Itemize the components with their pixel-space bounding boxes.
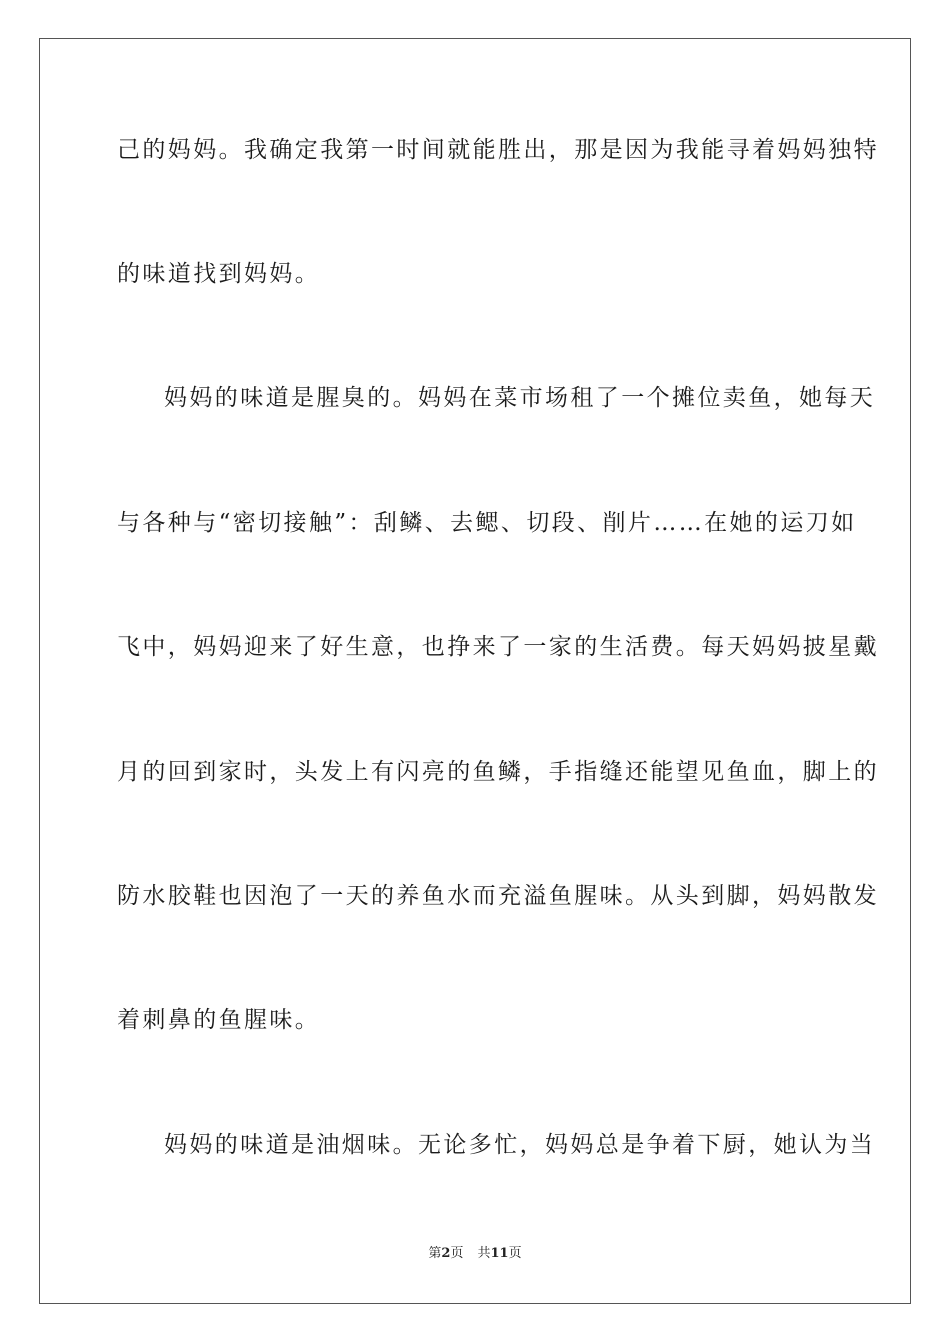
text-line-8: 着刺鼻的鱼腥味。 <box>117 1007 321 1033</box>
footer-page-prefix: 第 <box>428 1246 442 1261</box>
text-line-2: 的味道找到妈妈。 <box>117 261 321 287</box>
text-line-4: 与各种与“密切接触”：刮鳞、去鳃、切段、削片……在她的运刀如 <box>117 510 857 536</box>
text-line-5: 飞中，妈妈迎来了好生意，也挣来了一家的生活费。每天妈妈披星戴 <box>117 634 879 660</box>
text-line-9: 妈妈的味道是油烟味。无论多忙，妈妈总是争着下厨，她认为当 <box>164 1132 876 1158</box>
footer-page-suffix: 页 <box>450 1246 464 1261</box>
footer-total-suffix: 页 <box>508 1246 522 1261</box>
footer-total-number: 11 <box>490 1246 509 1261</box>
text-line-1: 己的妈妈。我确定我第一时间就能胜出，那是因为我能寻着妈妈独特 <box>117 137 879 163</box>
page-footer <box>0 1245 950 1263</box>
page-border <box>39 38 911 1304</box>
footer-page-number: 2 <box>441 1246 451 1261</box>
text-line-7: 防水胶鞋也因泡了一天的养鱼水而充溢鱼腥味。从头到脚，妈妈散发 <box>117 883 879 909</box>
footer-total-prefix: 共 <box>477 1246 491 1261</box>
text-line-6: 月的回到家时，头发上有闪亮的鱼鳞，手指缝还能望见鱼血，脚上的 <box>117 759 879 785</box>
text-line-3: 妈妈的味道是腥臭的。妈妈在菜市场租了一个摊位卖鱼，她每天 <box>164 385 876 411</box>
